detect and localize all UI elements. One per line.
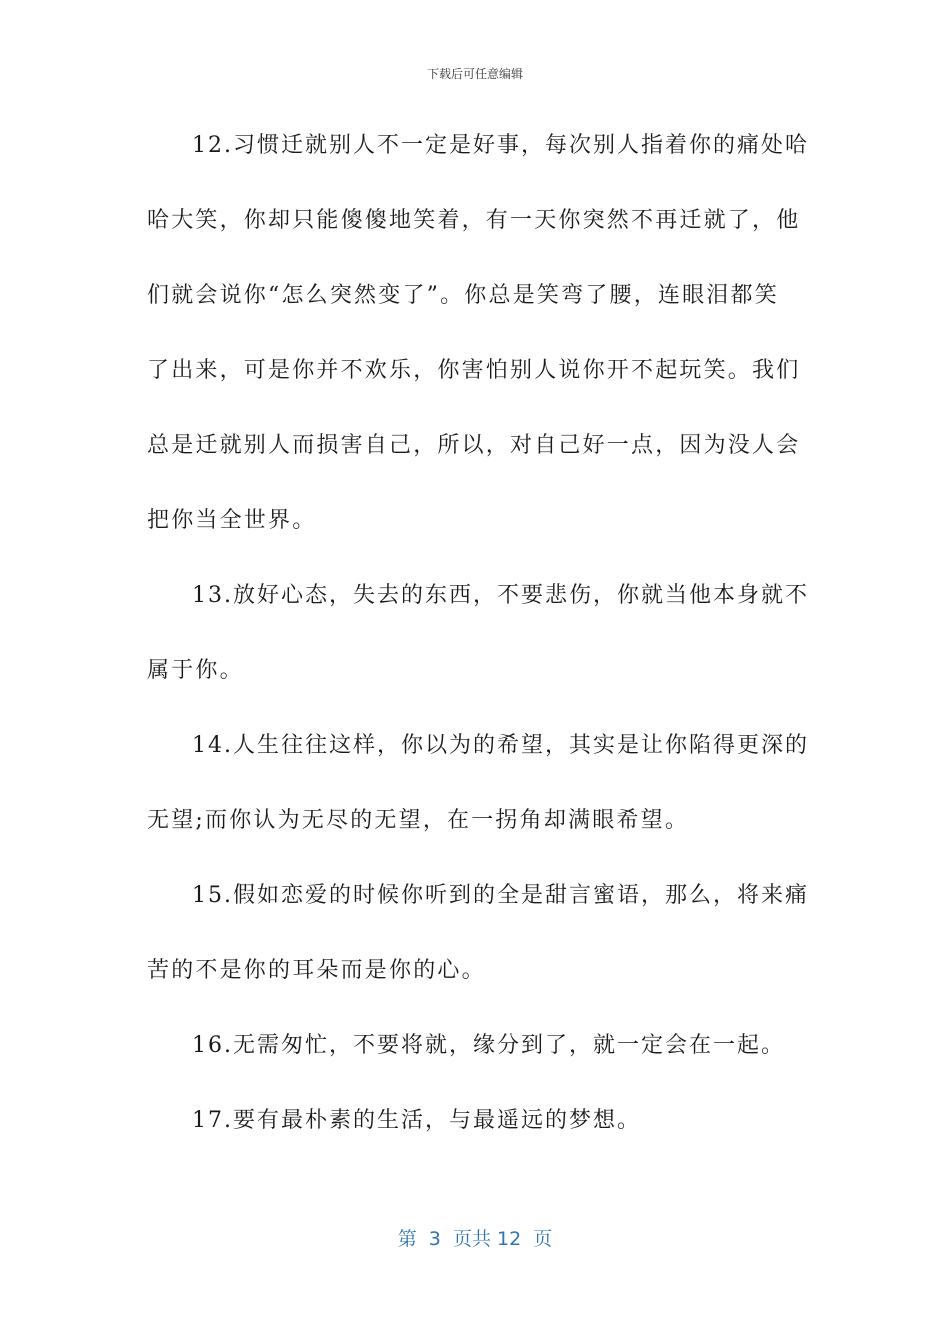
- paragraph-17: [147, 1093, 807, 1168]
- paragraph-16: [147, 1018, 807, 1093]
- text-line: 哈大笑，你却只能傻傻地笑着，有一天你突然不再迁就了，他: [147, 208, 801, 233]
- text-line: 把你当全世界。: [147, 508, 317, 533]
- paragraph-12: [147, 118, 807, 568]
- text-line: 属于你。: [147, 658, 244, 683]
- text-line: 12.习惯迁就别人不一定是好事，每次别人指着你的痛处哈: [192, 133, 809, 158]
- text-line: 17.要有最朴素的生活，与最遥远的梦想。: [192, 1108, 641, 1133]
- text-line: 13.放好心态，失去的东西，不要悲伤，你就当他本身就不: [192, 583, 809, 608]
- page-number-footer: 第 3 页共 12 页: [397, 1228, 553, 1250]
- text-line: 14.人生往往这样，你以为的希望，其实是让你陷得更深的: [192, 733, 809, 758]
- document-body: [147, 118, 807, 1168]
- text-line: 16.无需匆忙，不要将就，缘分到了，就一定会在一起。: [192, 1033, 785, 1058]
- text-line: 苦的不是你的耳朵而是你的心。: [147, 958, 486, 983]
- paragraph-15: [147, 868, 807, 1018]
- text-line: 总是迁就别人而损害自己，所以，对自己好一点，因为没人会: [147, 433, 801, 458]
- text-line: 无望;而你认为无尽的无望，在一拐角却满眼希望。: [147, 808, 690, 833]
- text-line: 们就会说你“怎么突然变了”。你总是笑弯了腰，连眼泪都笑: [147, 283, 779, 308]
- paragraph-13: [147, 568, 807, 718]
- text-line: 了出来，可是你并不欢乐，你害怕别人说你开不起玩笑。我们: [147, 358, 801, 383]
- paragraph-14: [147, 718, 807, 868]
- text-line: 15.假如恋爱的时候你听到的全是甜言蜜语，那么，将来痛: [192, 883, 809, 908]
- page-header: 下载后可任意编辑: [426, 67, 523, 81]
